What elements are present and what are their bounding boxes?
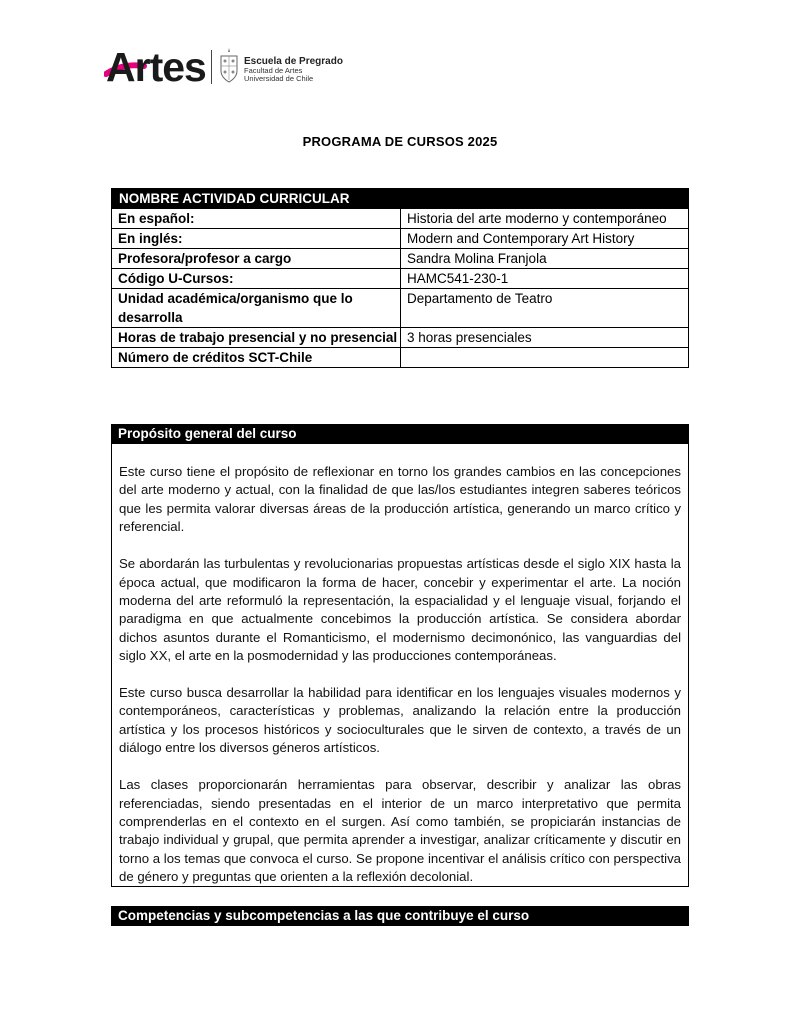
artes-logo <box>104 44 364 90</box>
row-value: Modern and Contemporary Art History <box>401 229 689 249</box>
row-label: Código U-Cursos: <box>112 269 401 289</box>
row-value <box>401 348 689 368</box>
table-row <box>112 348 689 368</box>
table-header-row <box>112 189 689 209</box>
document-title: PROGRAMA DE CURSOS 2025 <box>302 134 498 149</box>
table-row <box>112 289 689 328</box>
purpose-paragraph: Este curso busca desarrollar la habilidad para identificar en los lenguajes visuales modernos y contemporáneos, características y problemas, analizando la relación entre la producción artística y los procesos históricos y socioculturales que le sirven de contexto, a través de un diálogo entre los diversos géneros artísticos. <box>119 685 681 756</box>
row-label: Profesora/profesor a cargo <box>112 249 401 269</box>
row-label: Unidad académica/organismo que lo desarrolla <box>112 289 401 328</box>
row-label: En español: <box>112 209 401 229</box>
purpose-paragraph: Las clases proporcionarán herramientas para observar, describir y analizar las obras referenciadas, siendo presentadas en el interior de un marco interpretativo que permita comprenderlas en el contexto en el surgen. Así como también, se propiciarán instancias de trabajo individual y grupal, que permita aprender a investigar, analizar críticamente y discutir en torno a los temas que convoca el curso. Se propone incentivar el análisis crítico con perspectiva de género y preguntas que orienten a la reflexión decolonial. <box>119 777 681 885</box>
logo-wordmark: Artes <box>106 44 206 90</box>
row-value: Departamento de Teatro <box>401 289 689 328</box>
logo-divider <box>211 50 212 84</box>
purpose-paragraph: Este curso tiene el propósito de reflexionar en torno los grandes cambios en las concepciones del arte moderno y actual, con la finalidad de que las/los estudiantes integren saberes teóricos que les permita valorar diversas áreas de la producción artística, generando un marco crítico y referencial. <box>119 464 681 535</box>
purpose-heading: Propósito general del curso <box>111 424 689 444</box>
table-row <box>112 229 689 249</box>
row-value: Historia del arte moderno y contemporáneo <box>401 209 689 229</box>
table-row <box>112 328 689 348</box>
row-label: En inglés: <box>112 229 401 249</box>
logo-text-block <box>244 56 343 83</box>
faculty-name: Facultad de Artes <box>244 66 303 75</box>
row-value: HAMC541-230-1 <box>401 269 689 289</box>
school-name: Escuela de Pregrado <box>244 56 343 67</box>
purpose-body <box>111 444 689 887</box>
table-row <box>112 209 689 229</box>
course-info-table <box>111 188 689 368</box>
row-label: Número de créditos SCT-Chile <box>112 348 401 368</box>
university-seal-icon <box>216 47 242 85</box>
table-header: NOMBRE ACTIVIDAD CURRICULAR <box>112 189 689 209</box>
row-value: Sandra Molina Franjola <box>401 249 689 269</box>
table-row <box>112 249 689 269</box>
row-label: Horas de trabajo presencial y no presencial <box>112 328 401 348</box>
university-name: Universidad de Chile <box>244 74 314 83</box>
purpose-paragraph: Se abordarán las turbulentas y revolucionarias propuestas artísticas desde el siglo XIX hasta la época actual, que modificaron la forma de hacer, concebir y experimentar el arte. La noción moderna del arte reformuló la representación, la espacialidad y el lenguaje visual, forjando el paradigma en que actualmente concebimos la producción artística. Se considera abordar dichos asuntos durante el Romanticismo, el modernismo decimonónico, las vanguardias del siglo XX, el arte en la posmodernidad y las producciones contemporáneas. <box>119 556 681 664</box>
competencies-heading: Competencias y subcompetencias a las que contribuye el curso <box>111 906 689 926</box>
row-value: 3 horas presenciales <box>401 328 689 348</box>
table-row <box>112 269 689 289</box>
